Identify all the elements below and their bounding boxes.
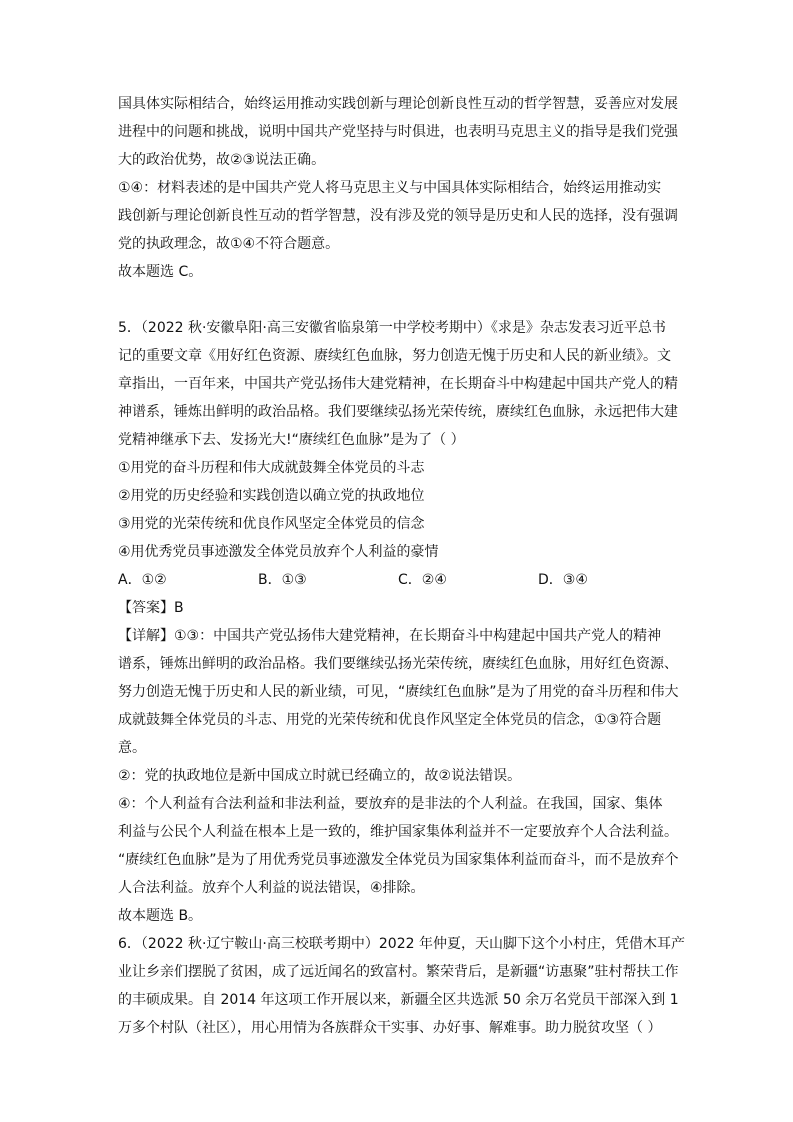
question-5 <box>118 314 678 930</box>
question-stem-line: 神谱系，锤炼出鲜明的政治品格。我们要继续弘扬光荣传统，赓续红色血脉，永远把伟大建 <box>118 404 678 420</box>
question-stem-line: 业让乡亲们摆脱了贫困，成了远近闻名的致富村。繁荣背后，是新疆“访惠聚”驻村帮扶工作 <box>118 964 679 980</box>
analysis-line: 人合法利益。放弃个人利益的说法错误，④排除。 <box>118 880 425 896</box>
question-stem-line: 的丰硕成果。自 2014 年这项工作开展以来，新疆全区共选派 50 余万名党员干部深入到 1 <box>118 992 679 1008</box>
option-a: A．①② <box>118 572 167 588</box>
analysis-line: 努力创造无愧于历史和人民的新业绩，可见，“赓续红色血脉”是为了用党的奋斗历程和伟大 <box>118 684 679 700</box>
analysis-line: “赓续红色血脉”是为了用优秀党员事迹激发全体党员为国家集体利益而奋斗，而不是放弃个 <box>118 852 679 868</box>
question-stem-line: 章指出，一百年来，中国共产党弘扬伟大建党精神，在长期奋斗中构建起中国共产党人的精 <box>118 376 678 392</box>
text-line: 践创新与理论创新良性互动的哲学智慧，没有涉及党的领导是历史和人民的选择，没有强调 <box>118 208 678 224</box>
analysis-line: 利益与公民个人利益在根本上是一致的，维护国家集体利益并不一定要放弃个人合法利益。 <box>118 824 678 840</box>
question-6 <box>118 930 685 1042</box>
spacer <box>118 286 678 314</box>
text-line: 大的政治优势，故②③说法正确。 <box>118 152 326 168</box>
statement-item: ④用优秀党员事迹激发全体党员放弃个人利益的豪情 <box>118 544 439 560</box>
option-d: D．③④ <box>538 572 588 588</box>
question-stem-line: 万多个村队（社区），用心用情为各族群众干实事、办好事、解难事。助力脱贫攻坚（ ） <box>118 1020 662 1036</box>
text-line: 国具体实际相结合，始终运用推动实践创新与理论创新良性互动的哲学智慧，妥善应对发展 <box>118 96 678 112</box>
analysis-line: 【详解】①③：中国共产党弘扬伟大建党精神，在长期奋斗中构建起中国共产党人的精神 <box>118 628 662 644</box>
text-line: 进程中的问题和挑战，说明中国共产党坚持与时俱进，也表明马克思主义的指导是我们党强 <box>118 124 678 140</box>
statement-item: ②用党的历史经验和实践创造以确立党的执政地位 <box>118 488 425 504</box>
analysis-line: ②：党的执政地位是新中国成立时就已经确立的，故②说法错误。 <box>118 768 522 784</box>
answer-line: 【答案】B <box>118 600 184 616</box>
option-c: C．②④ <box>398 572 447 588</box>
document-content <box>118 90 685 1042</box>
analysis-block <box>118 622 678 930</box>
analysis-line: 成就鼓舞全体党员的斗志、用党的光荣传统和优良作风坚定全体党员的信念，①③符合题 <box>118 712 662 728</box>
text-line: ①④：材料表述的是中国共产党人将马克思主义与中国具体实际相结合，始终运用推动实 <box>118 180 662 196</box>
option-b: B．①③ <box>258 572 307 588</box>
text-line: 党的执政理念，故①④不符合题意。 <box>118 236 340 252</box>
question-stem-line: 5．（2022 秋·安徽阜阳·高三安徽省临泉第一中学校考期中）《求是》杂志发表习近平总书 <box>118 320 666 336</box>
previous-question-analysis <box>118 90 678 286</box>
question-stem-line: 6．（2022 秋·辽宁鞍山·高三校联考期中）2022 年仲夏，天山脚下这个小村庄，凭借木耳产 <box>118 936 685 952</box>
statement-item: ①用党的奋斗历程和伟大成就鼓舞全体党员的斗志 <box>118 460 425 476</box>
analysis-line: 意。 <box>118 740 146 756</box>
conclusion-line: 故本题选 B。 <box>118 908 203 924</box>
question-stem-line: 记的重要文章《用好红色资源、赓续红色血脉，努力创造无愧于历史和人民的新业绩》。文 <box>118 348 671 364</box>
analysis-line: 谱系，锤炼出鲜明的政治品格。我们要继续弘扬光荣传统，赓续红色血脉，用好红色资源、 <box>118 656 678 672</box>
analysis-line: ④：个人利益有合法利益和非法利益，要放弃的是非法的个人利益。在我国，国家、集体 <box>118 796 663 812</box>
conclusion-line: 故本题选 C。 <box>118 264 203 280</box>
answer-options <box>118 566 678 594</box>
question-stem-line: 党精神继承下去、发扬光大!“赓续红色血脉”是为了（ ） <box>118 432 465 448</box>
statement-item: ③用党的光荣传统和优良作风坚定全体党员的信念 <box>118 516 425 532</box>
